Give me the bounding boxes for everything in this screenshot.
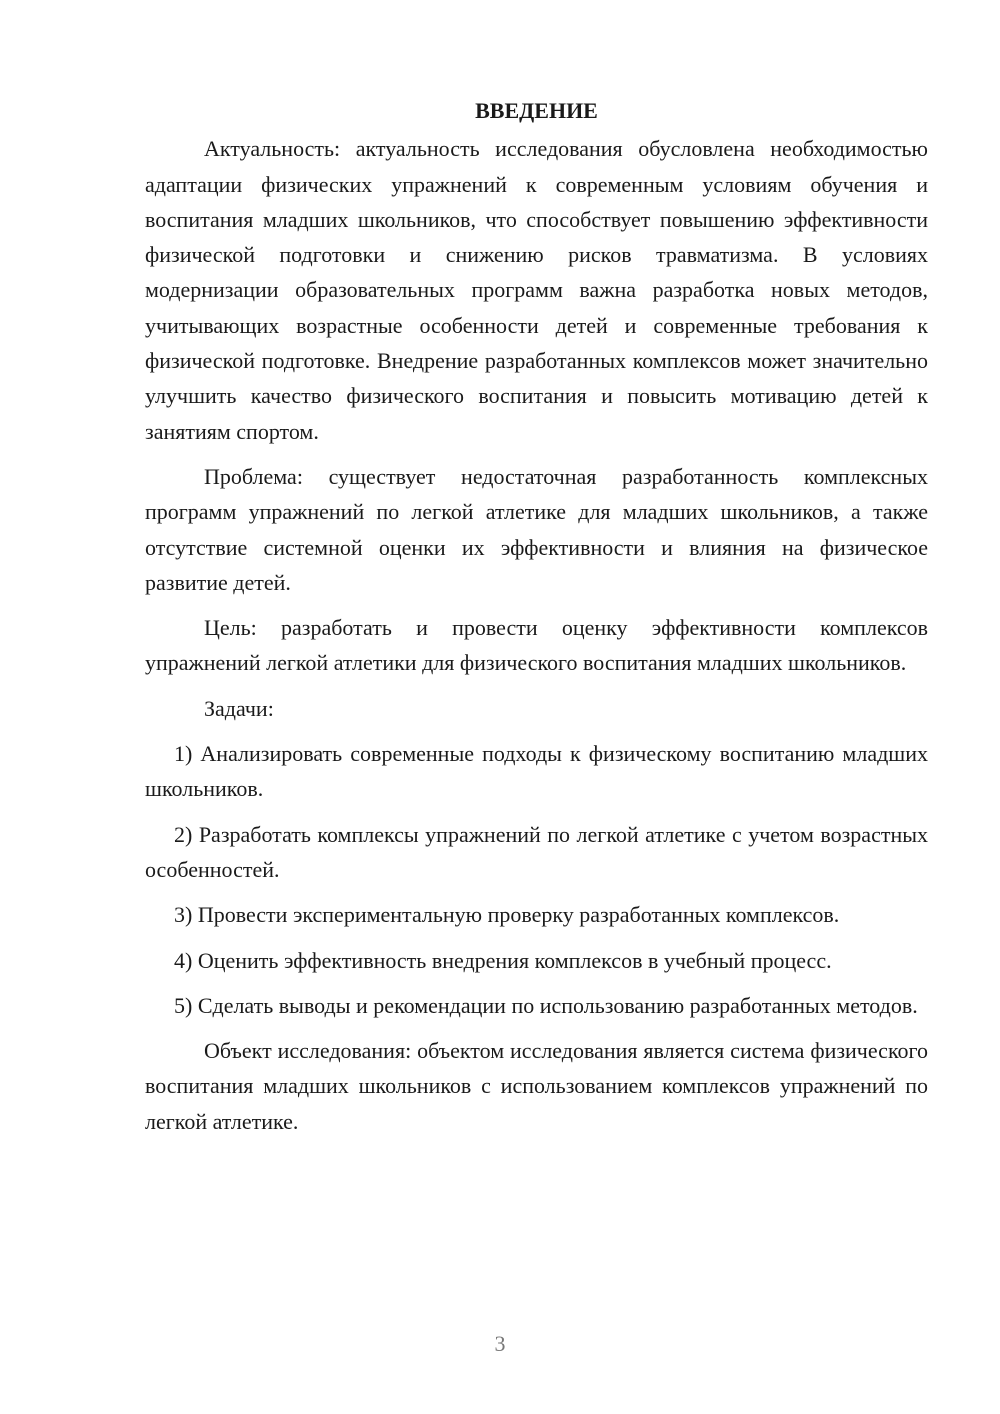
paragraph-actuality: Актуальность: актуальность исследования обусловлена необходимостью адаптации физических упражнений к современным условиям обучения и воспитания младших школьников, что способствует повышению эффективности физической подготовки и снижению рисков травматизма. В условиях модернизации образовательных программ важна разработка новых методов, учитывающих возрастные особенности детей и современные требования к физической подготовке. Внедрение разработанных комплексов может значительно улучшить качество физического воспитания и повысить мотивацию детей к занятиям спортом. [145,136,928,444]
paragraph-object: Объект исследования: объектом исследования является система физического воспитания младших школьников с использованием комплексов упражнений по легкой атлетике. [145,1038,928,1134]
page-title: ВВЕДЕНИЕ [475,98,598,123]
task-item-3: 3) Провести экспериментальную проверку разработанных комплексов. [174,902,840,928]
task-item-5: 5) Сделать выводы и рекомендации по использованию разработанных методов. [174,992,918,1018]
paragraph-goal: Цель: разработать и провести оценку эффективности комплексов упражнений легкой атлетики для физического воспитания младших школьников. [145,615,928,676]
task-item-4: 4) Оценить эффективность внедрения комплексов в учебный процесс. [174,947,832,973]
page-number: 3 [494,1331,506,1356]
task-item-1: 1) Анализировать современные подходы к физическому воспитанию младших школьников. [145,741,928,802]
tasks-label: Задачи: [204,695,274,721]
task-item-2: 2) Разработать комплексы упражнений по легкой атлетике с учетом возрастных особенностей. [145,821,928,882]
task-list [145,736,928,1023]
page-content [145,93,928,1139]
paragraph-problem: Проблема: существует недостаточная разработанность комплексных программ упражнений по легкой атлетике для младших школьников, а также отсутствие системной оценки их эффективности и влияния на физическое развитие детей. [145,463,928,595]
